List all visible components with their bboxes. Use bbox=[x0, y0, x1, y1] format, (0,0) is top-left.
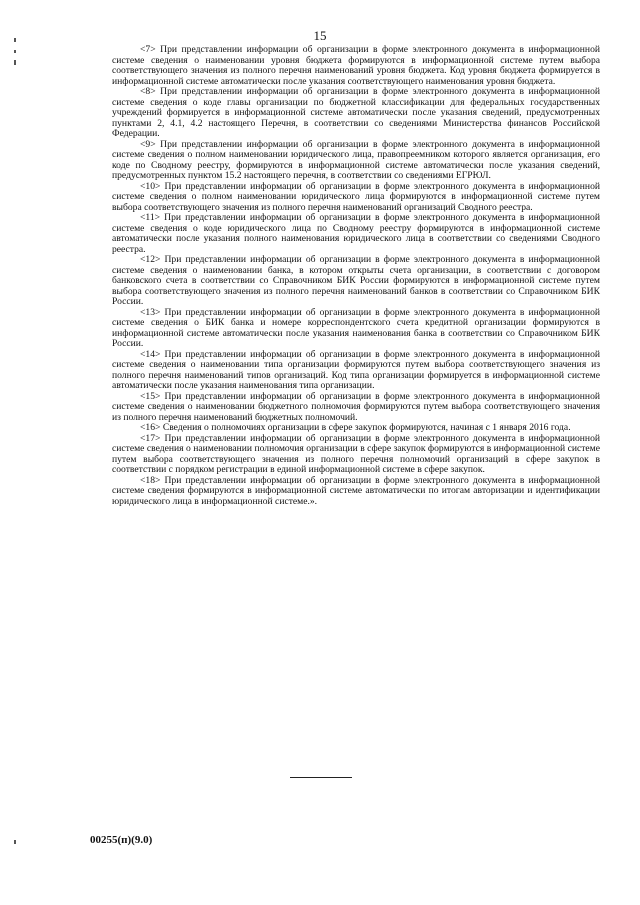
binding-hole-mark bbox=[14, 840, 16, 844]
footnote-7: <7> При представлении информации об организации в форме электронного документа в информационной системе сведения о наименовании уровня бюджета формируются в информационной системе путем выбора соответствующего значения из полного перечня наименований уровня бюджета. Код уровня бюджета формируется в информационной системе автоматически после указания соответствующего наименования уровня бюджета. bbox=[112, 44, 600, 87]
binding-hole-mark bbox=[14, 60, 16, 65]
footnote-15: <15> При представлении информации об организации в форме электронного документа в информационной системе сведения о наименовании бюджетного полномочия формируются путем выбора соответствующего значения из полного перечня наименований бюджетных полномочий. bbox=[112, 390, 600, 423]
footnote-10: <10> При представлении информации об организации в форме электронного документа в информационной системе сведения о полном наименовании юридического лица формируются в информационной системе путем выбора соответствующего значения из полного перечня наименований организаций Сводного реестра. bbox=[112, 180, 600, 213]
footnote-13: <13> При представлении информации об организации в форме электронного документа в информационной системе сведения о БИК банка и номере корреспондентского счета кредитной организации формируются в информационной системе автоматически после указания наименования банка в соответствии со Справочником БИК России. bbox=[112, 306, 600, 349]
end-divider bbox=[290, 777, 352, 778]
binding-hole-mark bbox=[14, 50, 16, 53]
footnote-14: <14> При представлении информации об организации в форме электронного документа в информационной системе сведения о наименовании типа организации формируются путем выбора соответствующего значения из полного перечня наименований типов организаций. Код типа организации формируется в информационной системе автоматически после указания наименования типа организации. bbox=[112, 348, 600, 391]
footnote-16: <16> Сведения о полномочиях организации в сфере закупок формируются, начиная с 1 января 2016 года. bbox=[140, 422, 571, 433]
footnotes-block bbox=[112, 45, 600, 507]
footnote-11: <11> При представлении информации об организации в форме электронного документа в информационной системе сведения о коде юридического лица по Сводному реестру формируются в информационной системе автоматически после указания полного наименования юридического лица в соответствии со сведениями Сводного реестра. bbox=[112, 212, 600, 255]
document-code: 00255(п)(9.0) bbox=[90, 834, 153, 846]
footnote-9: <9> При представлении информации об организации в форме электронного документа в информационной системе сведения о полном наименовании юридического лица, правопреемником которого является организация, его коде по Сводному реестру, формируются в информационной системе автоматически после указания сведений, предусмотренных пунктом 15.2 настоящего перечня, в соответствии со сведениями ЕГРЮЛ. bbox=[112, 138, 600, 181]
footnote-18: <18> При представлении информации об организации в форме электронного документа в информационной системе сведения формируются в информационной системе автоматически по итогам авторизации и идентификации юридического лица в информационной системе.». bbox=[112, 474, 600, 507]
footnote-17: <17> При представлении информации об организации в форме электронного документа в информационной системе сведения о наименовании полномочия организации в сфере закупок формируются в информационной системе путем выбора соответствующего значения из полного перечня полномочий организаций в сфере закупок в соответствии с порядком регистрации в единой информационной системе в сфере закупок. bbox=[112, 432, 600, 475]
footnote-12: <12> При представлении информации об организации в форме электронного документа в информационной системе сведения о наименовании банка, в котором открыты счета организации, в соответствии с договором банковского счета в соответствии со Справочником БИК России формируются в информационной системе путем выбора соответствующего значения из полного перечня наименований банков в соответствии со Справочником БИК России. bbox=[112, 254, 600, 307]
footnote-8: <8> При представлении информации об организации в форме электронного документа в информационной системе сведения о коде главы организации по бюджетной классификации для федеральных государственных учреждений формируется в информационной системе автоматически после указания сведений, предусмотренных пунктами 2, 4.1, 4.2 настоящего Перечня, в соответствии со сведениями Министерства финансов Российской Федерации. bbox=[112, 86, 600, 139]
page-number: 15 bbox=[313, 28, 327, 43]
